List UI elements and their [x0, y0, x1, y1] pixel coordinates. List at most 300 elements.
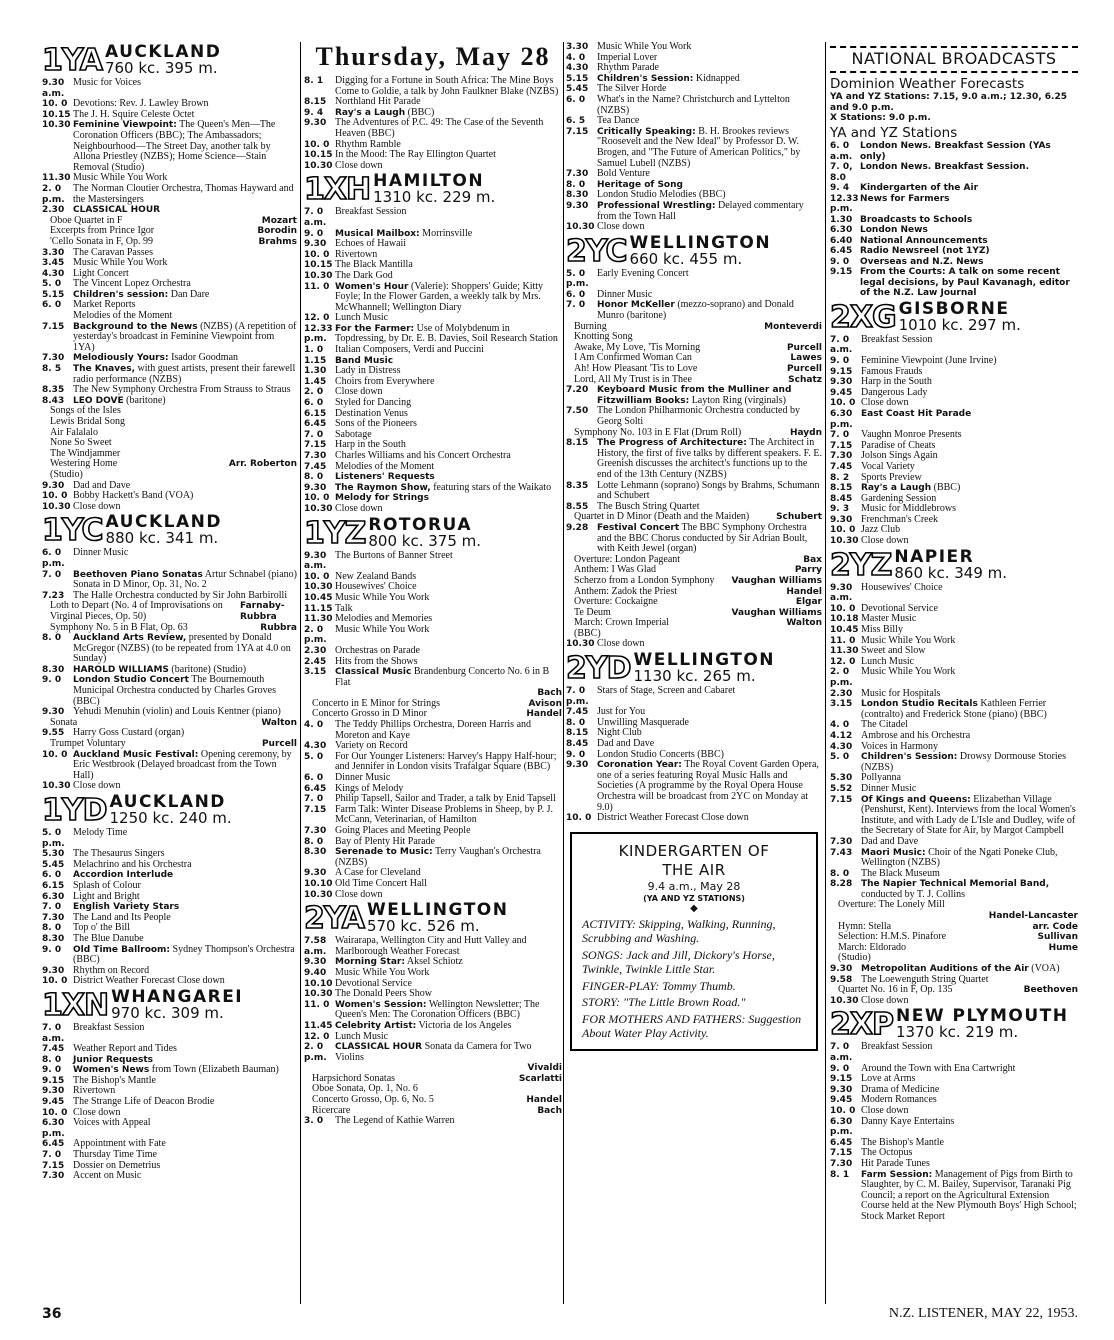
programme-item — [42, 750, 297, 782]
programme-time: 7.20 — [566, 385, 589, 396]
programme-detail: Dossier on Demetrius — [73, 1159, 161, 1171]
subitem-composer: Bax — [803, 554, 822, 565]
programme-item — [42, 1171, 297, 1182]
programme-item — [304, 483, 562, 494]
station-frequency: 880 kc. 341 m. — [105, 529, 219, 548]
programme-time: 12. 0 — [304, 313, 330, 324]
programme-detail: Northland Hit Parade — [335, 96, 421, 108]
programme-desc — [597, 523, 822, 555]
programme-time: 7.30 — [830, 451, 853, 462]
programme-detail: Music for Hospitals — [861, 687, 941, 699]
programme-item — [830, 752, 1078, 773]
programme-time: 10. 0 — [830, 603, 856, 614]
programme-item — [304, 282, 562, 314]
programme-detail: Music While You Work — [861, 666, 956, 678]
programme-item — [304, 118, 562, 139]
programme-detail: Light and Bright — [73, 890, 140, 902]
programme-item — [42, 570, 297, 591]
programme-detail: What's in the Name? Christchurch and Lyttelton (NZBS) — [597, 93, 790, 116]
programme-detail: Close down — [335, 502, 383, 514]
programme-detail: Opening ceremony, by Eric Westbrook (Delayed broadcast from the Town Hall) — [73, 748, 292, 781]
programme-detail: The Donald Peers Show — [335, 988, 432, 1000]
programme-time: 8. 0 — [566, 717, 586, 728]
programme-detail: Modern Romances — [861, 1094, 937, 1106]
programme-item — [566, 481, 822, 502]
programme-time: 5.52 — [830, 783, 853, 794]
subitem-composer: Parry — [794, 565, 822, 576]
programme-detail: Melody Time — [73, 827, 128, 838]
programme-detail: For Our Younger Listeners: Harvey's Happy Half-hour; and Jennifer in London visits Trafalgar Square (BBC) — [335, 750, 557, 773]
programme-time: 7.30 — [566, 169, 589, 180]
programme-time: 10. 0 — [830, 1105, 856, 1116]
programme-title: Maori Music: — [861, 847, 926, 858]
station-block — [304, 173, 562, 514]
programme-title: Melody for Strings — [335, 493, 429, 504]
column-4 — [830, 42, 1078, 1304]
subitem-title: 'Cello Sonata in F, Op. 99 — [50, 235, 153, 247]
national-time: 6.45 — [830, 246, 853, 257]
subitem-title: Oboe Quartet in F — [50, 214, 123, 226]
programme-time: 7.15 — [566, 126, 589, 137]
subitem-composer: Farnaby-Rubbra — [239, 601, 285, 622]
programme-time: 9.45 — [830, 387, 853, 398]
kinder-list — [582, 917, 806, 1041]
programme-item — [830, 996, 1078, 1007]
programme-item — [42, 1023, 297, 1044]
programme-detail: Terry Vaughan's Orchestra (NZBS) — [335, 846, 541, 868]
programme-time: 10. 0 — [830, 398, 856, 409]
programme-detail: Melodies of the Moment — [73, 310, 173, 322]
national-item — [830, 215, 1078, 226]
programme-time: 11.30 — [42, 173, 71, 184]
programme-time: 7.45 — [566, 707, 589, 718]
programme-detail: Lady in Distress — [335, 365, 401, 377]
programme-title: CLASSICAL HOUR — [73, 205, 161, 216]
programme-time: 1.15 — [304, 355, 327, 366]
programme-item — [830, 583, 1078, 604]
programme-desc — [597, 300, 822, 321]
programme-detail: Yehudi Menuhin (violin) and Louis Kentner (piano) — [73, 706, 281, 718]
station-info — [896, 1008, 1068, 1040]
programme-desc — [335, 483, 562, 494]
programme-time: 7.15 — [42, 1160, 65, 1171]
programme-time: 9. 0 — [42, 675, 62, 686]
station-callsign: 2YC — [566, 233, 627, 269]
programme-title: HAROLD WILLIAMS — [73, 664, 169, 675]
national-item — [830, 194, 1078, 215]
programme-time: 7.58 a.m. — [304, 936, 327, 957]
station-callsign: 2YA — [304, 901, 364, 937]
weather-title: Dominion Weather Forecasts — [830, 75, 1025, 92]
programme-detail: Dad and Dave — [73, 479, 131, 491]
programme-desc — [861, 795, 1078, 837]
programme-time: 7. 0 a.m. — [830, 334, 853, 356]
programme-time: 7.30 — [42, 912, 65, 923]
national-desc: National Announcements — [860, 235, 988, 246]
station-frequency: 570 kc. 526 m. — [366, 917, 480, 936]
programme-detail: Harp in the South — [861, 376, 932, 388]
programme-detail: Destination Venus — [335, 407, 408, 419]
programme-detail: Jazz Club — [861, 524, 901, 536]
station-info — [110, 794, 232, 826]
programme-detail: Music While You Work — [73, 257, 168, 269]
programme-title: Festival Concert — [597, 522, 680, 533]
programme-item — [304, 847, 562, 868]
station-callsign: 1YA — [42, 43, 102, 78]
programme-detail: Close down — [335, 159, 383, 171]
programme-time: 10. 0 — [42, 99, 68, 110]
station-block — [566, 652, 822, 824]
programme-title: Listeners' Requests — [335, 472, 435, 483]
subitem-composer: Bach — [537, 688, 562, 699]
subitem-title: Concerto Grosso, Op. 6, No. 5 — [312, 1094, 434, 1106]
programme-detail: Lotte Lehmann (soprano) Songs by Brahms, Schumann and Schubert — [597, 479, 820, 502]
national-time: 6. 0 a.m. — [830, 141, 853, 162]
national-time: 9.15 — [830, 267, 853, 278]
programme-detail: Music While You Work — [861, 634, 956, 646]
national-item — [830, 141, 1078, 162]
programme-item — [566, 406, 822, 427]
programme-time: 9.28 — [566, 522, 589, 533]
programme-detail: Sweet and Slow — [861, 645, 926, 657]
programme-detail: Melachrino and his Orchestra — [73, 858, 192, 870]
subitem-composer: Lawes — [790, 353, 822, 364]
programme-time: 6.30 p.m. — [42, 1118, 65, 1139]
programme-time: 11.30 — [304, 614, 333, 625]
programme-item — [304, 936, 562, 957]
programme-time: 10.18 — [830, 614, 859, 625]
programme-title: Beethoven Piano Sonatas — [73, 569, 203, 580]
station-info — [634, 652, 776, 684]
programme-detail: Bobby Hackett's Band (VOA) — [73, 490, 194, 502]
programme-time: 7. 0 — [566, 300, 586, 311]
programme-detail: presented by Donald McGregor (NZBS) (to be repeated from 1YA at 4.0 on Sunday) — [73, 632, 291, 665]
programme-item — [42, 322, 297, 354]
subitem-composer: Handel — [786, 586, 822, 597]
programme-desc — [861, 667, 1078, 688]
programme-time: 8. 0 — [304, 472, 324, 483]
programme-time: 6.15 — [304, 408, 327, 419]
station-frequency: 1010 kc. 297 m. — [898, 315, 1021, 334]
programme-detail: The London Philharmonic Orchestra conducted by Georg Solti — [597, 405, 800, 427]
subitem-composer: Hume — [1048, 942, 1078, 953]
programme-detail: Pollyanna — [861, 772, 901, 784]
kinder-item: SONGS: Jack and Jill, Dickory's Horse, Twinkle, Twinkle Little Star. — [582, 947, 775, 977]
programme-time: 6. 0 — [304, 398, 324, 409]
programme-item — [304, 551, 562, 572]
programme-title: Auckland Music Festival: — [73, 749, 199, 760]
programme-detail: Talk — [335, 602, 353, 614]
programme-time: 4.30 — [566, 63, 589, 74]
programme-desc — [73, 750, 297, 782]
programme-detail: Kidnapped — [695, 72, 740, 84]
programme-time: 9. 0 — [42, 944, 62, 955]
programme-desc — [597, 222, 822, 233]
programme-detail: A Case for Cleveland — [335, 867, 421, 879]
programme-time: 9. 0 — [304, 228, 324, 239]
programme-title: Women's Hour — [335, 281, 409, 292]
programme-detail: Vocal Variety — [861, 460, 915, 472]
programme-time: 8.15 — [566, 728, 589, 739]
programme-detail: The Legend of Kathie Warren — [335, 1115, 455, 1127]
programme-time: 11.45 — [304, 1020, 333, 1031]
programme-title: Children's session: — [73, 289, 169, 300]
programme-detail: Lunch Music — [335, 1030, 389, 1042]
programme-desc — [335, 207, 562, 228]
station-header — [304, 171, 562, 208]
programme-detail: Breakfast Session — [335, 206, 407, 218]
programme-detail: Sabotage — [335, 428, 372, 440]
programme-time: 7.15 — [304, 440, 327, 451]
programme-title: Accordion Interlude — [73, 870, 174, 881]
programme-detail: The Caravan Passes — [73, 246, 153, 258]
subitem-title: Overture: The Lonely Mill — [838, 899, 945, 911]
programme-time: 7.50 — [566, 406, 589, 417]
national-desc: News for Farmers — [860, 193, 950, 204]
subitem-title: Songs of the Isles — [50, 405, 121, 417]
programme-time: 9.30 — [42, 480, 65, 491]
programme-time: 8.35 — [566, 480, 589, 491]
subitem-title: None So Sweet — [50, 437, 112, 449]
programme-desc — [73, 976, 297, 987]
programme-time: 6.30 p.m. — [830, 408, 853, 430]
programme-detail: Breakfast Session — [73, 1021, 145, 1033]
programme-detail: Aksel Schiotz — [406, 956, 463, 968]
programme-detail: Sonata da Camera for Two Violins — [335, 1041, 532, 1063]
programme-desc — [597, 269, 822, 290]
programme-title: Serenade to Music: — [335, 847, 433, 858]
programme-time: 9.30 — [830, 1084, 853, 1095]
programme-detail: Variety on Record — [335, 740, 408, 752]
programme-desc — [597, 813, 822, 824]
programme-time: 5.45 — [566, 84, 589, 95]
programme-desc — [335, 847, 562, 868]
programme-item — [42, 184, 297, 205]
programme-detail: The Black Museum — [861, 867, 940, 879]
programme-item — [42, 1118, 297, 1139]
programme-desc — [73, 120, 297, 173]
subitem-title: I Am Confirmed Woman Can — [574, 352, 692, 364]
programme-detail: Dan Dare — [170, 288, 210, 300]
programme-desc — [335, 752, 562, 773]
national-desc: London News — [860, 225, 928, 236]
programme-detail: Philip Tapsell, Sailor and Trader, a talk by Enid Tapsell — [335, 793, 556, 805]
station-block — [830, 1008, 1078, 1222]
programme-desc — [335, 805, 562, 826]
programme-detail: Housewives' Choice — [861, 581, 943, 593]
programme-time: 5.15 — [42, 289, 65, 300]
programme-time: 4.12 — [830, 730, 853, 741]
programme-detail: Close down — [335, 386, 383, 398]
programme-title: Melodiously Yours: — [73, 353, 169, 364]
programme-time: 6. 0 — [42, 300, 62, 311]
programme-time: 11. 0 — [304, 281, 330, 292]
programme-detail: Rivertown — [73, 1085, 116, 1097]
programme-time: 10.30 — [42, 120, 71, 131]
programme-item — [566, 523, 822, 555]
programme-time: 9.30 — [566, 200, 589, 211]
programme-desc — [335, 504, 562, 515]
programme-time: 7. 0 p.m. — [566, 686, 589, 707]
programme-time: 10.15 — [304, 260, 333, 271]
subitem-composer: Vaughan Williams — [731, 575, 822, 586]
subitem-composer: Sullivan — [1037, 932, 1078, 943]
programme-time: 5. 0 — [830, 752, 850, 763]
station-header — [304, 514, 562, 551]
programme-item — [830, 869, 1078, 880]
programme-detail: Bold Venture — [597, 168, 650, 180]
subitem-composer: Bach — [537, 1105, 562, 1116]
programme-detail: Devotions: Rev. J. Lawley Brown — [73, 98, 209, 110]
programme-time: 9.30 a.m. — [830, 582, 853, 604]
programme-detail: Night Club — [597, 727, 642, 739]
programme-detail: Devotional Service — [335, 977, 412, 989]
programme-detail: (BBC) — [933, 482, 961, 494]
station-name: HAMILTON — [373, 171, 485, 192]
programme-detail: The Teddy Phillips Orchestra, Doreen Harris and Moreton and Kaye — [335, 719, 532, 741]
station-name: WELLINGTON — [633, 650, 776, 671]
programme-detail: Echoes of Hawaii — [335, 238, 407, 250]
programme-time: 11.30 — [830, 646, 859, 657]
programme-title: Old Time Ballroom: — [73, 944, 171, 955]
programme-desc — [73, 781, 297, 792]
programme-desc — [861, 1170, 1078, 1223]
station-header — [830, 298, 1078, 335]
programme-time: 9.58 — [830, 974, 853, 985]
programme-detail: Stars of Stage, Screen and Cabaret — [597, 685, 736, 697]
programme-detail: Dinner Music — [861, 782, 917, 794]
station-name: WELLINGTON — [366, 900, 509, 921]
programme-desc — [335, 936, 562, 957]
programme-desc — [73, 675, 297, 707]
programme-time: 8. 0 — [830, 868, 850, 879]
programme-item — [304, 752, 562, 773]
programme-time: 5. 0 p.m. — [566, 268, 589, 290]
station-name: WELLINGTON — [629, 232, 772, 253]
programme-time: 6.30 p.m. — [830, 1116, 853, 1138]
programme-detail: Choir of the Ngati Poneke Club, Wellington (NZBS) — [861, 846, 1058, 869]
programme-time: 7.30 — [830, 836, 853, 847]
programme-detail: Dangerous Lady — [861, 386, 928, 398]
programme-item — [42, 78, 297, 99]
station-frequency: 1250 kc. 240 m. — [109, 809, 232, 827]
programme-time: 8.35 — [42, 385, 65, 396]
programme-detail: Lunch Music — [335, 312, 389, 324]
programme-detail: Housewives' Choice — [335, 581, 417, 593]
subitem-title: Quartet in D Minor (Death and the Maiden) — [574, 511, 750, 523]
subitem-title: Knotting Song — [574, 331, 633, 343]
programme-detail: Digging for a Fortune in South Africa: The Mine Boys Come to Goldie, a talk by John Faulkner Blake (NZBS) — [335, 75, 559, 97]
programme-desc — [597, 169, 822, 180]
station-name: AUCKLAND — [104, 42, 222, 62]
programme-detail: District Weather Forecast Close down — [73, 975, 225, 987]
programme-detail: The Loewenguth String Quartet — [861, 973, 989, 985]
programme-time: 10.30 — [304, 889, 333, 900]
programme-detail: Danny Kaye Entertains — [861, 1115, 955, 1127]
programme-detail: (VOA) — [1031, 963, 1060, 975]
programme-subitem — [566, 618, 822, 629]
programme-detail: Wairarapa, Wellington City and Hutt Valley and Marlborough Weather Forecast — [335, 935, 527, 957]
programme-title: The Progress of Architecture: — [597, 438, 747, 449]
programme-time: 6. 0 — [566, 289, 586, 300]
programme-time: 7. 0 a.m. — [304, 207, 327, 228]
subitem-title: Ah! How Pleasant 'Tis to Love — [574, 363, 698, 375]
programme-time: 7.15 — [830, 440, 853, 451]
programme-desc — [73, 78, 297, 99]
station-header — [304, 900, 562, 937]
station-block — [42, 986, 297, 1182]
programme-title: London Studio Recitals — [861, 699, 978, 710]
programme-detail: Brandenburg Concerto No. 6 in B Flat — [335, 666, 550, 688]
programme-item — [42, 364, 297, 385]
programme-time: 10.10 — [304, 978, 333, 989]
programme-desc — [861, 536, 1078, 547]
subitem-composer: Borodin — [257, 226, 297, 237]
programme-detail: (baritone) — [126, 394, 166, 406]
national-time: 6.30 — [830, 225, 853, 236]
programme-title: East Coast Hit Parade — [861, 408, 972, 419]
national-list — [830, 141, 1078, 299]
programme-time: 10.10 — [304, 878, 333, 889]
programme-item — [566, 438, 822, 480]
programme-detail: The Vincent Lopez Orchestra — [73, 278, 191, 290]
programme-time: 7. 0 — [42, 902, 62, 913]
programme-desc — [597, 127, 822, 169]
station-block — [830, 546, 1078, 1007]
subitem-title: Westering Home — [50, 458, 118, 470]
station-block — [304, 514, 562, 901]
programme-detail: Close down — [335, 888, 383, 900]
programme-desc — [73, 860, 297, 871]
programme-detail: Kings of Melody — [335, 782, 404, 794]
programme-time: 8. 1 — [830, 1169, 850, 1180]
programme-desc — [73, 945, 297, 966]
programme-time: 9.40 — [304, 967, 327, 978]
subitem-title: (Studio) — [50, 468, 83, 480]
programme-time: 9.15 — [42, 1075, 65, 1086]
programme-time: 8.28 — [830, 879, 853, 890]
subitem-composer: Walton — [786, 618, 822, 629]
programme-item — [566, 686, 822, 707]
national-item — [830, 225, 1078, 236]
programme-title: Ray's a Laugh — [335, 107, 406, 118]
programme-detail: The Thesaurus Singers — [73, 848, 165, 860]
programme-detail: Thursday Time Time — [73, 1149, 157, 1161]
station-block — [42, 794, 297, 987]
subitem-composer: Arr. Roberton — [228, 459, 297, 470]
station-info — [111, 986, 244, 1022]
programme-detail: Top o' the Bill — [73, 922, 130, 934]
programme-time: 10. 0 — [304, 571, 330, 582]
programme-item — [42, 1044, 297, 1055]
programme-item — [304, 462, 562, 473]
station-frequency: 1130 kc. 265 m. — [633, 667, 756, 686]
programme-item — [830, 1117, 1078, 1138]
subitem-title: (Studio) — [838, 952, 871, 964]
station-block — [304, 902, 562, 1127]
programme-title: CLASSICAL HOUR — [335, 1042, 423, 1053]
programme-time: 2. 0 — [304, 387, 324, 398]
programme-time: 7.15 — [42, 321, 65, 332]
programme-detail: with guest artists, present their farewell radio performance (NZBS) — [73, 363, 296, 385]
kinder-title: KINDERGARTEN OF — [618, 841, 770, 860]
programme-detail: Morrinsville — [422, 227, 473, 239]
programme-time: 9.30 — [42, 1086, 65, 1097]
programme-detail: Appointment with Fate — [73, 1138, 166, 1150]
programme-item — [304, 625, 562, 646]
programme-time: 6.45 — [304, 783, 327, 794]
programme-detail: featuring stars of the Waikato — [433, 481, 552, 493]
